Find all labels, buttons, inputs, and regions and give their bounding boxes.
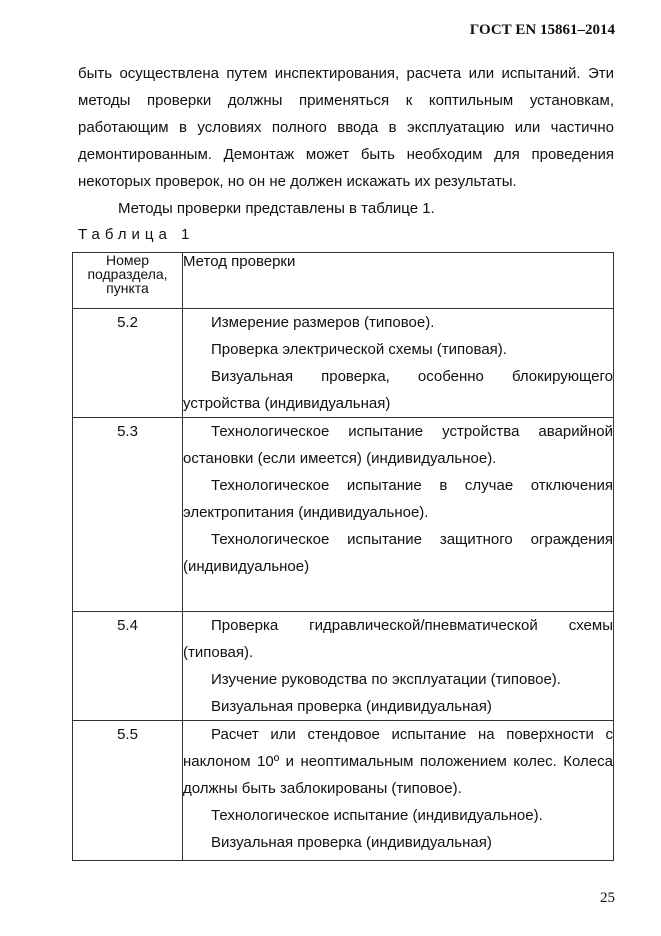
row-number: 5.2: [73, 309, 183, 418]
method-item: Расчет или стендовое испытание на поверхности с наклоном 10º и неоптимальным положением колес. Колеса должны быть заблокированы (типовое).: [183, 726, 613, 797]
column-header-number: Номер подраздела, пункта: [73, 253, 183, 309]
table-caption: Таблица 1: [78, 226, 195, 243]
table-reference-text: Методы проверки представлены в таблице 1.: [118, 200, 435, 217]
table-row: [73, 418, 614, 612]
row-number: 5.3: [73, 418, 183, 612]
method-item: Технологическое испытание в случае отключения электропитания (индивидуальное).: [183, 477, 613, 521]
method-item: Визуальная проверка (индивидуальная): [211, 834, 492, 851]
method-item: Визуальная проверка (индивидуальная): [211, 698, 492, 715]
page-number: 25: [600, 890, 615, 906]
verification-methods-table: [72, 252, 614, 861]
method-item: Измерение размеров (типовое).: [211, 314, 435, 331]
row-methods: [183, 721, 614, 861]
row-number: 5.4: [73, 612, 183, 721]
row-methods: [183, 309, 614, 418]
intro-paragraph: быть осуществлена путем инспектирования, расчета или испытаний. Эти методы проверки должны применяться к коптильным установкам, работающим в условиях полного ввода в эксплуатацию или частично демонтированным. Демонтаж может быть необходим для проведения некоторых проверок, но он не должен искажать их результаты.: [78, 65, 614, 190]
row-methods: [183, 612, 614, 721]
row-number: 5.5: [73, 721, 183, 861]
method-item: Изучение руководства по эксплуатации (типовое).: [211, 671, 561, 688]
method-item: Проверка гидравлической/пневматической схемы (типовая).: [183, 617, 613, 661]
row-methods: [183, 418, 614, 612]
method-item: Технологическое испытание (индивидуальное).: [211, 807, 543, 824]
table-row: [73, 309, 614, 418]
method-item: Проверка электрической схемы (типовая).: [211, 341, 507, 358]
method-item: Технологическое испытание защитного ограждения (индивидуальное): [183, 531, 613, 575]
table-header-row: [73, 253, 614, 309]
method-item: Технологическое испытание устройства аварийной остановки (если имеется) (индивидуальное).: [183, 423, 613, 467]
document-header: ГОСТ EN 15861–2014: [469, 22, 615, 38]
column-header-method: Метод проверки: [183, 253, 614, 309]
table-row: [73, 721, 614, 861]
method-item: Визуальная проверка, особенно блокирующего устройства (индивидуальная): [183, 368, 613, 412]
table-row: [73, 612, 614, 721]
